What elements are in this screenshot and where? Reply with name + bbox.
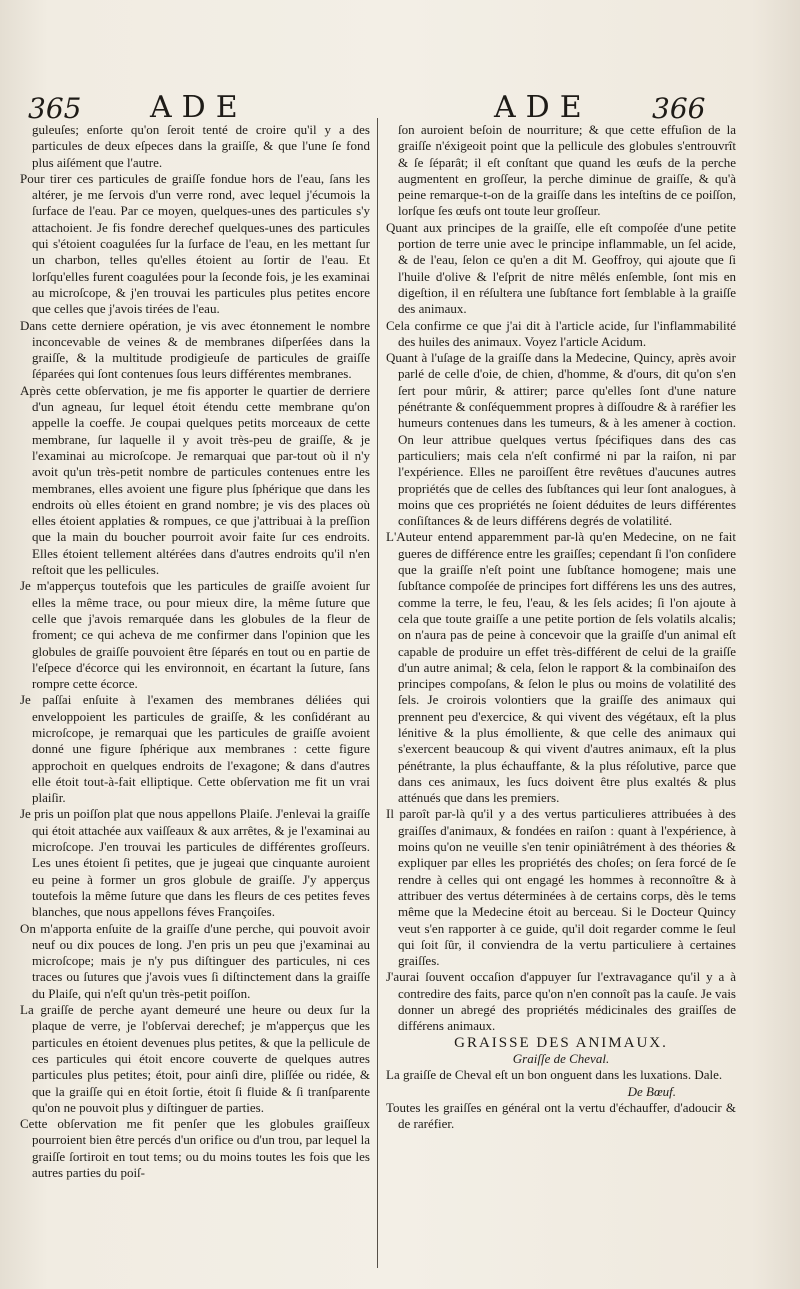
paragraph: Cela confirme ce que j'ai dit à l'article acide, ſur l'inflammabilité des huiles des animaux. Voyez l'article Acidum. [386, 317, 736, 349]
paragraph: ſon auroient beſoin de nourriture; & que cette effuſion de la graiſſe n'éxigeoit point que la pellicule des globules s'entrouvrît & ſe ſéparât; il eſt conſtant que quand les œufs de la perche augmentent en groſſeur, la perche diminue de graiſſe, & qu'à peine remarque-t-on de la graiſſe dans les inteſtins de ce poiſſon, lorſque ſes œufs ont toute leur groſſeur. [398, 122, 736, 219]
paragraph: Pour tirer ces particules de graiſſe fondue hors de l'eau, ſans les altérer, je me ſervois d'un verre rond, avec lequel j'écumois la ſurface de l'eau. Par ce moyen, quelques-unes des particules s'y attachoient. Je fis fondre derechef quelques-unes des particules qui s'étoient coagulées ſur la ſurface de l'eau, en les mettant ſur un charbon, telles qu'elles étoient au ſortir de l'eau. Et lorſqu'elles furent coagulées pour la ſeconde fois, je les examinai au microſcope, & j'en trouvai les particules plus petites encore que celles que j'avois tirées de l'eau. [20, 170, 370, 317]
paragraph: J'aurai ſouvent occaſion d'appuyer ſur l'extravagance qu'il y a à contredire des faits, parce qu'on n'en connoît pas la cauſe. Je vais donner un abregé des propriétés médicinales des graiſſes de différens animaux. [386, 969, 736, 1034]
section-title: GRAISSE DES ANIMAUX. [454, 1034, 668, 1051]
paragraph: La graiſſe de perche ayant demeuré une heure ou deux ſur la plaque de verre, je l'obſervai derechef; je m'apperçus que les particules en étoient devenues plus petites, & que la pellicule de ces particules qui étoit encore couverte de quelques autres particules plus petites; étoit, pour ainſi dire, pliſſée ou ridée, & que la graiſſe qui en étoit ſortie, étoit ſi fluide & ſi tranſparente qu'on ne pouvoit plus y diſtinguer de parties. [20, 1002, 370, 1115]
left-running-head: ADE [150, 90, 248, 125]
paragraph: L'Auteur entend apparemment par-là qu'en Medecine, on ne fait gueres de différence entre les graiſſes; cependant ſi l'on conſidere que la graiſſe n'eſt point une ſubſtance homogene; mais une ſubſtance compoſée de principes fort différens les uns des autres, comme la terre, le feu, l'eau, & les ſels acides; ſi l'on ajoute à cela que toute graiſſe a une petite portion de ſels volatils alcalis; on n'aura pas de peine à concevoir que la graiſſe d'un animal eſt capable de produire un effet très-différent de celui de la graiſſe d'un autre animal; & cela, ſelon le rapport & la combinaiſon des principes compoſans, & ſelon le plus ou moins de volatilité des ſels. Je croirois volontiers que la graiſſe des animaux qui prennent peu d'exercice, & qui vivent des végétaux, eſt la plus lénitive & la plus émolliente, & que celle des animaux qui s'exercent beaucoup & qui vivent d'autres animaux, eſt la plus pénétrante, la plus échauffante, & la plus réſolutive, parce que dans ces animaux, les ſucs doivent être plus exaltés & plus atténués que dans les premiers. [386, 529, 736, 806]
paragraph: Je m'apperçus toutefois que les particules de graiſſe avoient ſur elles la même trace, ou pour mieux dire, la même ſuture que celle que j'avois remarquée dans les globules de la fleur de froment; ce qui acheva de me confirmer dans l'opinion que les globules de graiſſe pouvoient être ſéparés en tout ou en partie de l'eſpece d'écorce qui les environnoit, en écartant la ſuture, ſans rompre cette écorce. [20, 578, 370, 692]
paragraph: Il paroît par-là qu'il y a des vertus particulieres attribuées à des graiſſes d'animaux, & fondées en raiſon : quant à l'expérience, à moins qu'on ne veuille s'en tenir opiniâtrément à des théories & expliquer par elles les propriétés des choſes; on ſera forcé de ſe rendre à celles qui ont engagé les hommes à reconnoître & à attribuer des vertus déterminées à de certains corps, dès le tems même que la Medecine étoit au berceau. Si le Docteur Quincy veut s'en rapporter à ce guide, qu'il doit regarder comme le ſeul qui ſoit ſûr, il conviendra de la vertu particuliere à certaines graiſſes. [386, 806, 736, 969]
subsection-heading: De Bœuf. [627, 1083, 676, 1099]
paragraph: Je paſſai enſuite à l'examen des membranes déliées qui enveloppoient les particules de graiſſe, & les conſidérant au microſcope, je remarquai que les particules de graiſſe avoient donné une figure ſphérique aux membranes : cette figure approchoit en quelques endroits de l'exagone; & dans d'autres elle étoit tout-à-fait elliptique. Cette obſervation me fit un vrai plaiſir. [20, 692, 370, 806]
paragraph: Cette obſervation me fit penſer que les globules graiſſeux pourroient bien être percés d'un orifice ou d'un trou, par lequel la graiſſe ſortiroit en tout tems; ou du moins toutes les fois que les autres parties du poiſ- [20, 1116, 370, 1180]
left-column [20, 122, 370, 1181]
left-page-number: 365 [28, 92, 82, 125]
right-running-head: ADE [494, 90, 592, 125]
right-page-number: 366 [652, 92, 706, 125]
paragraph: Après cette obſervation, je me fis apporter le quartier de derriere d'un agneau, ſur lequel étoit étendu cette membrane qu'on appelle la coeffe. Je coupai quelques petits morceaux de cette membrane, ſur laquelle il y avoit très-peu de graiſſe, & je l'examinai au microſcope. Je remarquai que par-tout où il n'y avoit qu'un très-petit nombre de particules contenues entre les membranes, elles avoient une figure plus ſphérique que dans les endroits où elles étoient en grand nombre; je vis des places où elles étoient applaties & rompues, ce que j'attribuai à la preſſion que la main du boucher pourroit avoir faite ſur ces endroits. Elles étoient tellement altérées dans d'autres endroits qu'il n'en reſtoit que les pellicules. [20, 382, 370, 578]
subsection-heading: Graiſſe de Cheval. [512, 1050, 610, 1066]
column-divider [377, 118, 378, 1268]
paragraph: La graiſſe de Cheval eſt un bon onguent dans les luxations. Dale. [386, 1067, 723, 1083]
right-column [386, 122, 736, 1132]
paragraph: guleuſes; enſorte qu'on ſeroit tenté de croire qu'il y a des particules de deux eſpeces dans la graiſſe, & que l'une ſe fond plus aiſément que l'autre. [32, 122, 370, 170]
paragraph: Toutes les graiſſes en général ont la vertu d'échauffer, d'adoucir & de raréfier. [386, 1099, 736, 1132]
right-column-paragraphs [386, 122, 736, 1035]
paragraph: Quant aux principes de la graiſſe, elle eſt compoſée d'une petite portion de terre unie avec le principe inflammable, un ſel acide, & de l'eau, ſelon ce qu'en a dit M. Geoffroy, qui ajoute que ſi l'huile d'olive & l'eſprit de nitre mêlés enſemble, ſont mis en digeſtion, il en réſultera une ſubſtance fort ſemblable à la graiſſe des animaux. [386, 219, 736, 317]
paragraph: Dans cette derniere opération, je vis avec étonnement le nombre inconcevable de veines & de membranes diſperſées dans la graiſſe, & la multitude prodigieuſe de particules de graiſſe ſéparées qui ſont contenues ſous leurs différentes membranes. [20, 317, 370, 382]
paragraph: Je pris un poiſſon plat que nous appellons Plaiſe. J'enlevai la graiſſe qui étoit attachée aux vaiſſeaux & aux arrêtes, & je l'examinai au microſcope. J'en trouvai les particules de différentes groſſeurs. Les unes étoient ſi petites, que je jugeai que cinquante auroient eu peine à former un gros globule de graiſſe. J'y apperçus toutefois la même ſuture que dans les fleurs de ces petites feves blanches, que nous appellons féves Françoiſes. [20, 806, 370, 920]
paragraph: On m'apporta enſuite de la graiſſe d'une perche, qui pouvoit avoir neuf ou dix pouces de long. J'en pris un peu que j'examinai au microſcope; mais je n'y pus diſtinguer des particules, ni ces traces ou ſutures que j'avois vues ſi diſtinctement dans la graiſſe du Plaiſe, qui n'eſt qu'un très-petit poiſſon. [20, 920, 370, 1001]
paragraph: Quant à l'uſage de la graiſſe dans la Medecine, Quincy, après avoir parlé de celle d'oie, de chien, d'homme, & d'ours, dit qu'on s'en ſert pour mûrir, & attirer; parce qu'elles ſont d'une nature pénétrante & conſéquemment propres à diſſoudre & à raréfier les humeurs contenues dans les tumeurs, & à les amener à coction. On leur attribue quelques vertus ſpécifiques dans des cas particuliers; mais cela n'eſt confirmé ni par la raiſon, ni par l'expérience. Elles ne paroiſſent être revêtues d'aucunes autres propriétés que de celles des ſubſtances qui leur ſont analogues, à moins que ces propriétés ne ſoient déduites de leurs différentes conſiſtances & de leurs différens degrés de volatilité. [386, 350, 736, 529]
